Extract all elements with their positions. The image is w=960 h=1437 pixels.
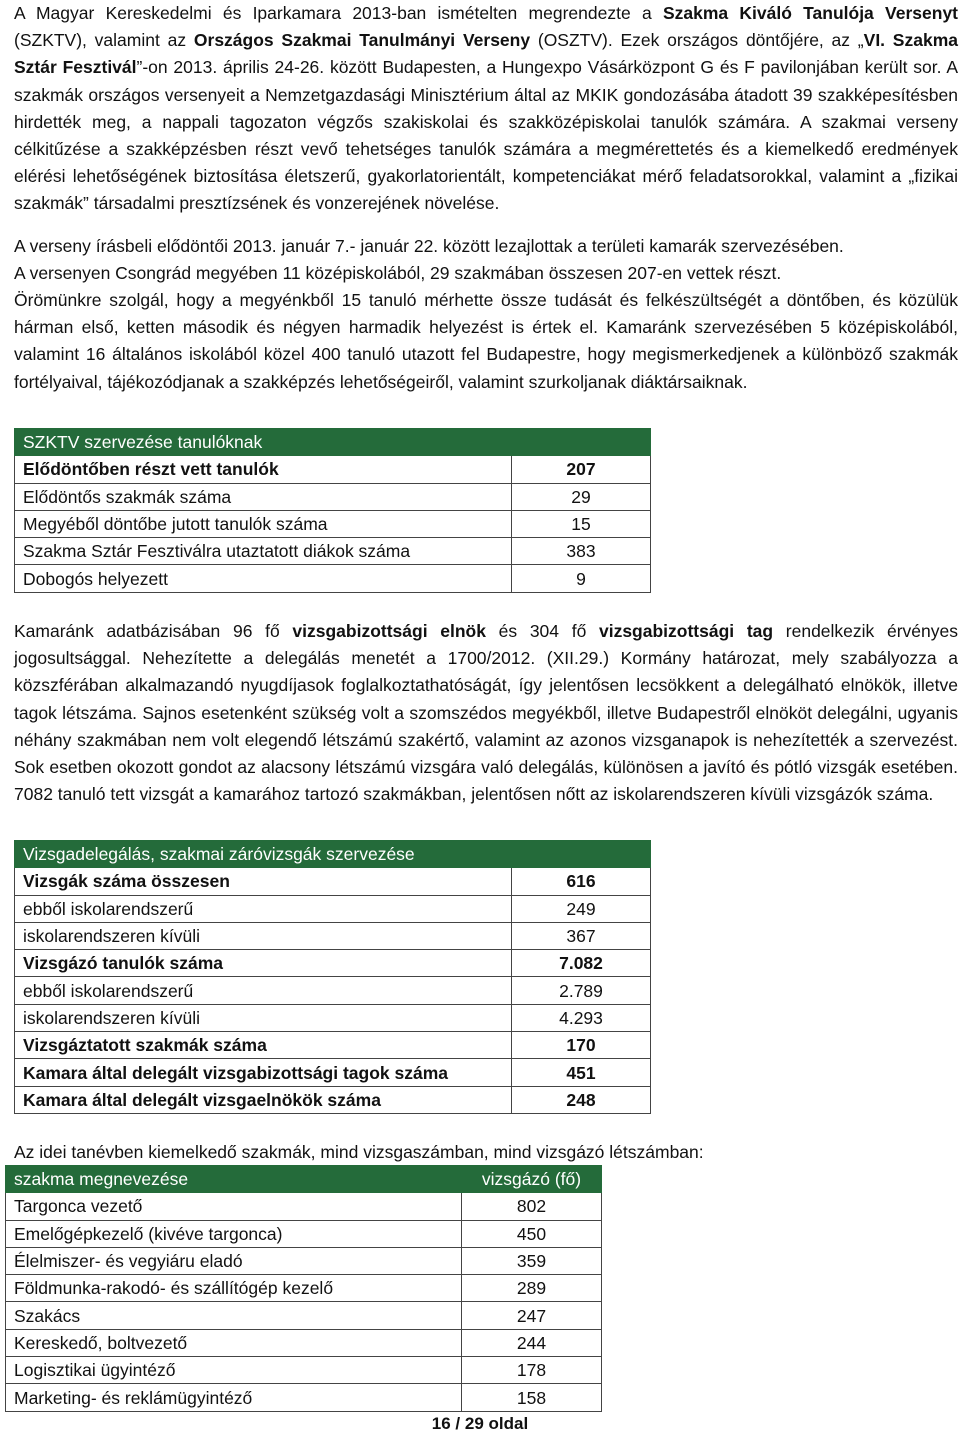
top-trades-table <box>5 1165 602 1412</box>
table-row: Szakács 247 <box>6 1302 602 1329</box>
table-header: SZKTV szervezése tanulóknak <box>15 429 651 456</box>
table-row: Elődöntős szakmák száma 29 <box>15 483 651 510</box>
table-header-row: szakma megnevezése vizsgázó (fő) <box>6 1166 602 1193</box>
page-number: 16 / 29 oldal <box>431 1414 529 1433</box>
table-row: Vizsgáztatott szakmák száma 170 <box>15 1032 651 1059</box>
table-row: Vizsgák száma összesen 616 <box>15 868 651 895</box>
szktv-table <box>14 428 651 593</box>
table-row: Targonca vezető 802 <box>6 1193 602 1220</box>
exam-delegation-paragraph: Kamaránk adatbázisában 96 fő vizsgabizottsági elnök és 304 fő vizsgabizottsági tag rendelkezik érvényes jogosultsággal. Nehezítette a delegálás menetét a 1700/2012. (XII.29.) Kormány határozat, mely szabályozza a közszférában alkalmazandó nyugdíjasok foglalkoztathatóságát, így jelentősen lecsökkent a delegálható elnökök, illetve tagok létszáma. Sajnos esetenként szükség volt a szomszédos megyékből, illetve Budapestről elnököt delegálni, ugyanis néhány szakmában nem volt elegendő létszámú szakértő, valamint az azonos vizsganapok is nehezítették a szervezést. Sok esetben okozott gondot az alacsony létszámú vizsgára való delegálás, különösen a javító és pótló vizsgák esetében. 7082 tanuló tett vizsgát a kamarához tartozó szakmákban, jelentősen nőtt az iskolarendszeren kívüli vizsgázók száma. <box>14 621 958 805</box>
table-row: Földmunka-rakodó- és szállítógép kezelő 289 <box>6 1275 602 1302</box>
top-trades-intro: Az idei tanévben kiemelkedő szakmák, mind vizsgaszámban, mind vizsgázó létszámban: <box>14 1142 704 1162</box>
table-row: Dobogós helyezett 9 <box>15 565 651 592</box>
table-row: Emelőgépkezelő (kivéve targonca) 450 <box>6 1220 602 1247</box>
table-row: iskolarendszeren kívüli 4.293 <box>15 1004 651 1031</box>
table-row: Logisztikai ügyintéző 178 <box>6 1357 602 1384</box>
table-row: Kamara által delegált vizsgabizottsági tagok száma 451 <box>15 1059 651 1086</box>
participants-paragraph: A versenyen Csongrád megyében 11 középiskolából, 29 szakmában összesen 207-en vettek részt. <box>14 263 782 283</box>
table-row: Élelmiszer- és vegyiáru eladó 359 <box>6 1247 602 1274</box>
prelim-paragraph: A verseny írásbeli elődöntői 2013. január 7.- január 22. között lezajlottak a területi kamarák szervezésében. <box>14 236 844 256</box>
exam-table <box>14 840 651 1114</box>
table-row: ebből iskolarendszerű 2.789 <box>15 977 651 1004</box>
table-row: Elődöntőben részt vett tanulók 207 <box>15 456 651 483</box>
intro-paragraph: A Magyar Kereskedelmi és Iparkamara 2013-ban ismételten megrendezte a Szakma Kiváló Tanulója Versenyt (SZKTV), valamint az Országos Szakmai Tanulmányi Verseny (OSZTV). Ezek országos döntőjére, az „VI. Szakma Sztár Fesztivál”-on 2013. április 24-26. között Budapesten, a Hungexpo Vásárközpont G és F pavilonjában került sor. A szakmák országos versenyeit a Nemzetgazdasági Minisztérium által az MKIK gondozásába átadott 39 szakképesítésben hirdették meg, a nappali tagozaton végzős szakiskolai és szakközépiskolai tanulók számára. A szakmai verseny célkitűzése a szakképzésben részt vevő tehetséges tanulók számára a megmérettetés és a kiemelkedő eredmények elérési lehetőségének biztosítása életszerű, gyakorlatorientált, kompetenciákat mérő feladatsorokkal, valamint a „fizikai szakmák” társadalmi presztízsének és vonzerejének növelése. <box>14 3 959 214</box>
table-header: Vizsgadelegálás, szakmai záróvizsgák szervezése <box>15 841 651 868</box>
table-row: Kereskedő, boltvezető 244 <box>6 1329 602 1356</box>
results-paragraph: Örömünkre szolgál, hogy a megyénkből 15 tanuló mérhette össze tudását és felkészültségét a döntőben, és közülük hárman első, ketten második és négyen harmadik helyezést is értek el. Kamaránk szervezésében 5 középiskolából, valamint 16 általános iskolából közel 400 tanuló utazott fel Budapestre, hogy megismerkedjenek a különböző szakmák fortélyaival, tájékozódjanak a szakképzés lehetőségeiről, valamint szurkoljanak diáktársaiknak. <box>14 290 958 392</box>
table-row: Vizsgázó tanulók száma 7.082 <box>15 950 651 977</box>
table-row: Szakma Sztár Fesztiválra utaztatott diákok száma 383 <box>15 538 651 565</box>
table-row: Megyéből döntőbe jutott tanulók száma 15 <box>15 510 651 537</box>
table-row: Kamara által delegált vizsgaelnökök száma 248 <box>15 1086 651 1113</box>
table-row: iskolarendszeren kívüli 367 <box>15 922 651 949</box>
table-row: Marketing- és reklámügyintéző 158 <box>6 1384 602 1411</box>
table-row: ebből iskolarendszerű 249 <box>15 895 651 922</box>
